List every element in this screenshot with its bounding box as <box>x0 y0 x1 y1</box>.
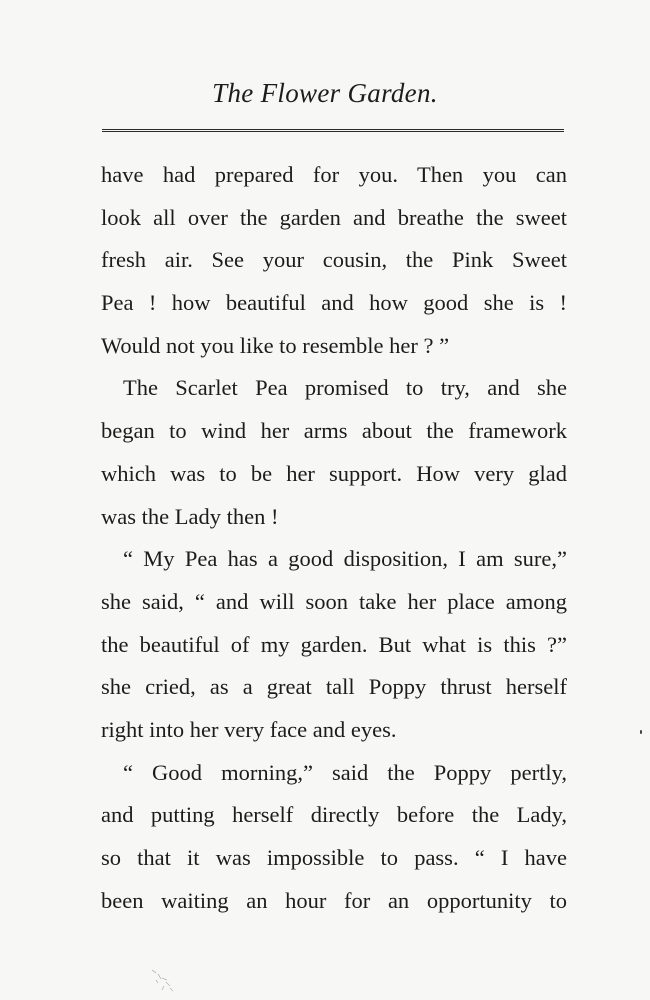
text-line: “ Good morning,” said the Poppy pertly, <box>123 759 567 785</box>
paper-speck <box>640 730 642 734</box>
text-line: so that it was impossible to pass. “ I have <box>101 845 567 870</box>
text-line: look all over the garden and breathe the sweet <box>101 204 567 230</box>
text-line: and putting herself directly before the Lady, <box>101 802 567 828</box>
text-line: Pea ! how beautiful and how good she is ! <box>101 290 567 316</box>
paragraph <box>101 538 567 751</box>
paragraph <box>101 367 567 538</box>
text-line: was the Lady then ! <box>101 503 279 529</box>
running-head: The Flower Garden. <box>212 78 438 108</box>
header-rule <box>102 129 564 132</box>
text-line: have had prepared for you. Then you can <box>101 162 567 187</box>
body-text <box>101 154 567 922</box>
text-line: right into her very face and eyes. <box>101 716 397 742</box>
text-line: fresh air. See your cousin, the Pink Sweet <box>101 247 567 273</box>
text-line: been waiting an hour for an opportunity to <box>101 887 567 913</box>
text-line: the beautiful of my garden. But what is this ?” <box>101 631 567 657</box>
text-line: she cried, as a great tall Poppy thrust herself <box>101 674 567 700</box>
paper-scuff <box>146 966 186 996</box>
text-line: “ My Pea has a good disposition, I am sure,” <box>123 546 567 572</box>
text-line: she said, “ and will soon take her place among <box>101 588 567 614</box>
text-line: began to wind her arms about the framework <box>101 418 567 444</box>
text-line: The Scarlet Pea promised to try, and she <box>123 375 567 401</box>
paragraph <box>101 154 567 367</box>
text-line: Would not you like to resemble her ? ” <box>101 332 450 358</box>
paragraph <box>101 752 567 923</box>
text-line: which was to be her support. How very glad <box>101 460 567 486</box>
